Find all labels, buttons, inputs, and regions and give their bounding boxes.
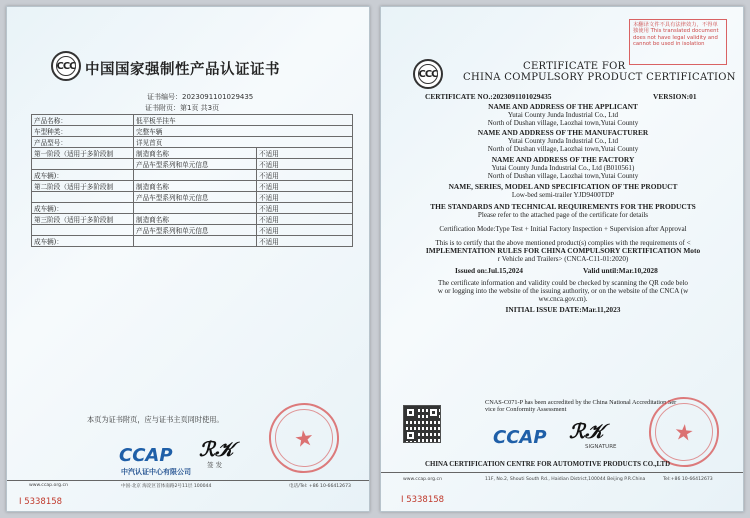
cert-number: CERTIFICATE NO.:2023091101029435 bbox=[425, 92, 552, 101]
table-cell bbox=[134, 236, 257, 247]
ccc-logo: CCC bbox=[51, 51, 81, 81]
table-cell: 制造商名称 bbox=[134, 214, 257, 225]
table-cell: 不适用 bbox=[257, 236, 353, 247]
table-cell: 制造商名称 bbox=[134, 181, 257, 192]
website: www.ccap.org.cn bbox=[403, 477, 442, 482]
table-row bbox=[32, 236, 353, 247]
attached-page-note: 本页为证书附页，应与证书主页同时使用。 bbox=[87, 415, 224, 424]
table-cell: 产品型号： bbox=[32, 137, 134, 148]
valid-until: Valid until:Mar.10,2028 bbox=[583, 266, 658, 275]
table-cell: 成车辆)： bbox=[32, 203, 134, 214]
table-cell: 第一阶段（适用于多阶段制 bbox=[32, 148, 134, 159]
signature-label: SIGNATURE bbox=[585, 444, 617, 450]
table-cell bbox=[32, 225, 134, 236]
table-cell: 制造商名称 bbox=[134, 148, 257, 159]
address: 中国·北京 海淀区首体南路2号11层 100044 bbox=[121, 484, 212, 489]
validity-line-3: ww.cnca.gov.cn). bbox=[538, 295, 588, 303]
table-cell: 产品车型系列和单元信息 bbox=[134, 192, 257, 203]
manufacturer-name: Yutai County Junda Industrial Co., Ltd bbox=[507, 137, 619, 145]
table-cell bbox=[134, 203, 257, 214]
issuing-org: CHINA CERTIFICATION CENTRE FOR AUTOMOTIVE PRODUCTS CO.,LTD bbox=[425, 461, 671, 468]
validity-line-1: The certificate information and validity could be checked by scanning the QR code belo bbox=[438, 279, 688, 287]
signature-right: ℛ𝒦 bbox=[569, 419, 604, 443]
table-cell: 完整车辆 bbox=[134, 126, 353, 137]
table-row bbox=[32, 148, 353, 159]
certification-mode: Certification Mode:Type Test + Initial Factory Inspection + Supervision after Approval bbox=[439, 225, 687, 233]
certify-line-2: IMPLEMENTATION RULES FOR CHINA COMPULSORY CERTIFICATION Moto bbox=[425, 246, 701, 255]
cnas-line-1: CNAS-C071-P has been accredited by the China National Accreditation Ser bbox=[485, 399, 677, 406]
table-row bbox=[32, 192, 353, 203]
factory-heading: NAME AND ADDRESS OF THE FACTORY bbox=[491, 155, 635, 164]
table-cell: 不适用 bbox=[257, 159, 353, 170]
translation-stamp: 本翻译文件不具有法律效力，不得单独使用 This translated document does not have legal validity and cannot be used in isolation bbox=[629, 19, 727, 65]
phone: 电话/Tel: +86 10-66412673 bbox=[289, 484, 351, 489]
sign-label: 签 发 bbox=[207, 461, 223, 469]
table-cell: 第二阶段（适用于多阶段制 bbox=[32, 181, 134, 192]
en-title-line-1: CERTIFICATE FOR bbox=[523, 61, 626, 72]
table-cell: 不适用 bbox=[257, 203, 353, 214]
factory-name: Yutai County Junda Industrial Co., Ltd (B010561) bbox=[491, 164, 635, 172]
official-seal-left bbox=[264, 398, 343, 477]
address: 11F, No.2, Shouti South Rd., Haidian District,100044 Beijing P.R.China bbox=[485, 477, 646, 482]
model-name: Low-bed semi-trailer YJD9400TDP bbox=[511, 191, 615, 199]
applicant-name: Yutai County Junda Industrial Co., Ltd bbox=[507, 111, 619, 119]
table-cell bbox=[32, 159, 134, 170]
table-cell: 成车辆)： bbox=[32, 170, 134, 181]
table-row bbox=[32, 203, 353, 214]
certify-line-1: This is to certify that the above mentioned product(s) complies with the requirements of < bbox=[435, 239, 691, 247]
table-cell: 车型种类： bbox=[32, 126, 134, 137]
table-cell: 第三阶段（适用于多阶段制 bbox=[32, 214, 134, 225]
manufacturer-heading: NAME AND ADDRESS OF THE MANUFACTURER bbox=[477, 128, 649, 137]
phone: Tel:+86 10-66412673 bbox=[663, 477, 713, 482]
table-cell: 不适用 bbox=[257, 170, 353, 181]
signature-left: ℛ𝒦 bbox=[199, 437, 234, 461]
website: www.ccap.org.cn bbox=[29, 483, 68, 488]
cnas-line-2: vice for Conformity Assessment bbox=[485, 406, 567, 413]
table-row bbox=[32, 170, 353, 181]
standards-text: Please refer to the attached page of the certificate for details bbox=[477, 211, 649, 219]
table-cell bbox=[32, 192, 134, 203]
table-row bbox=[32, 137, 353, 148]
org-name-cn: 中汽认证中心有限公司 bbox=[121, 468, 191, 476]
spec-table bbox=[31, 114, 353, 247]
version: VERSION:01 bbox=[653, 92, 697, 101]
table-row bbox=[32, 115, 353, 126]
table-cell: 不适用 bbox=[257, 148, 353, 159]
table-cell: 成车辆)： bbox=[32, 236, 134, 247]
factory-address: North of Dushan village, Laozhai town,Yutai County bbox=[487, 172, 639, 180]
table-cell: 产品名称： bbox=[32, 115, 134, 126]
model-heading: NAME, SERIES, MODEL AND SPECIFICATION OF THE PRODUCT bbox=[448, 182, 678, 191]
table-row bbox=[32, 181, 353, 192]
table-cell: 不适用 bbox=[257, 192, 353, 203]
en-certificate-page bbox=[380, 6, 744, 512]
table-cell: 不适用 bbox=[257, 225, 353, 236]
table-cell: 详见首页 bbox=[134, 137, 353, 148]
table-cell: 不适用 bbox=[257, 214, 353, 225]
cn-certificate-title: 中国国家强制性产品认证证书 bbox=[85, 62, 280, 78]
standards-heading: THE STANDARDS AND TECHNICAL REQUIREMENTS FOR THE PRODUCTS bbox=[430, 202, 696, 211]
validity-line-2: w or logging into the website of the issuing authority, or on the website of the CNCA (w bbox=[437, 287, 689, 295]
en-title-line-2: CHINA COMPULSORY PRODUCT CERTIFICATION bbox=[463, 72, 736, 83]
seal-star-icon: ★ bbox=[292, 425, 316, 454]
manufacturer-address: North of Dushan village, Laozhai town,Yutai County bbox=[487, 145, 639, 153]
table-row bbox=[32, 225, 353, 236]
cn-page-number: 证书附页：第1页 共3页 bbox=[145, 104, 220, 112]
table-row bbox=[32, 214, 353, 225]
applicant-heading: NAME AND ADDRESS OF THE APPLICANT bbox=[488, 102, 638, 111]
cn-certificate-page bbox=[6, 6, 370, 512]
initial-issue-date: INITIAL ISSUE DATE:Mar.11,2023 bbox=[505, 305, 621, 314]
certify-line-3: r Vehicle and Trailers> (CNCA-C11-01:2020) bbox=[497, 255, 629, 263]
issued-date: Issued on:Jul.15,2024 bbox=[455, 266, 523, 275]
table-cell: 低平板半挂车 bbox=[134, 115, 353, 126]
table-row bbox=[32, 126, 353, 137]
table-cell bbox=[134, 170, 257, 181]
seal-star-icon: ★ bbox=[672, 420, 695, 447]
ccc-logo: CCC bbox=[413, 59, 443, 89]
serial-number: I 5338158 bbox=[401, 495, 445, 505]
table-row bbox=[32, 159, 353, 170]
cn-cert-number: 证书编号：2023091101029435 bbox=[147, 93, 254, 101]
serial-number: I 5338158 bbox=[19, 497, 63, 507]
table-cell: 产品车型系列和单元信息 bbox=[134, 159, 257, 170]
table-cell: 不适用 bbox=[257, 181, 353, 192]
ccap-logo: CCAP bbox=[119, 445, 173, 466]
table-cell: 产品车型系列和单元信息 bbox=[134, 225, 257, 236]
verification-qr-code[interactable] bbox=[403, 405, 441, 443]
ccap-logo: CCAP bbox=[493, 427, 547, 448]
applicant-address: North of Dushan village, Laozhai town,Yutai County bbox=[487, 119, 639, 127]
